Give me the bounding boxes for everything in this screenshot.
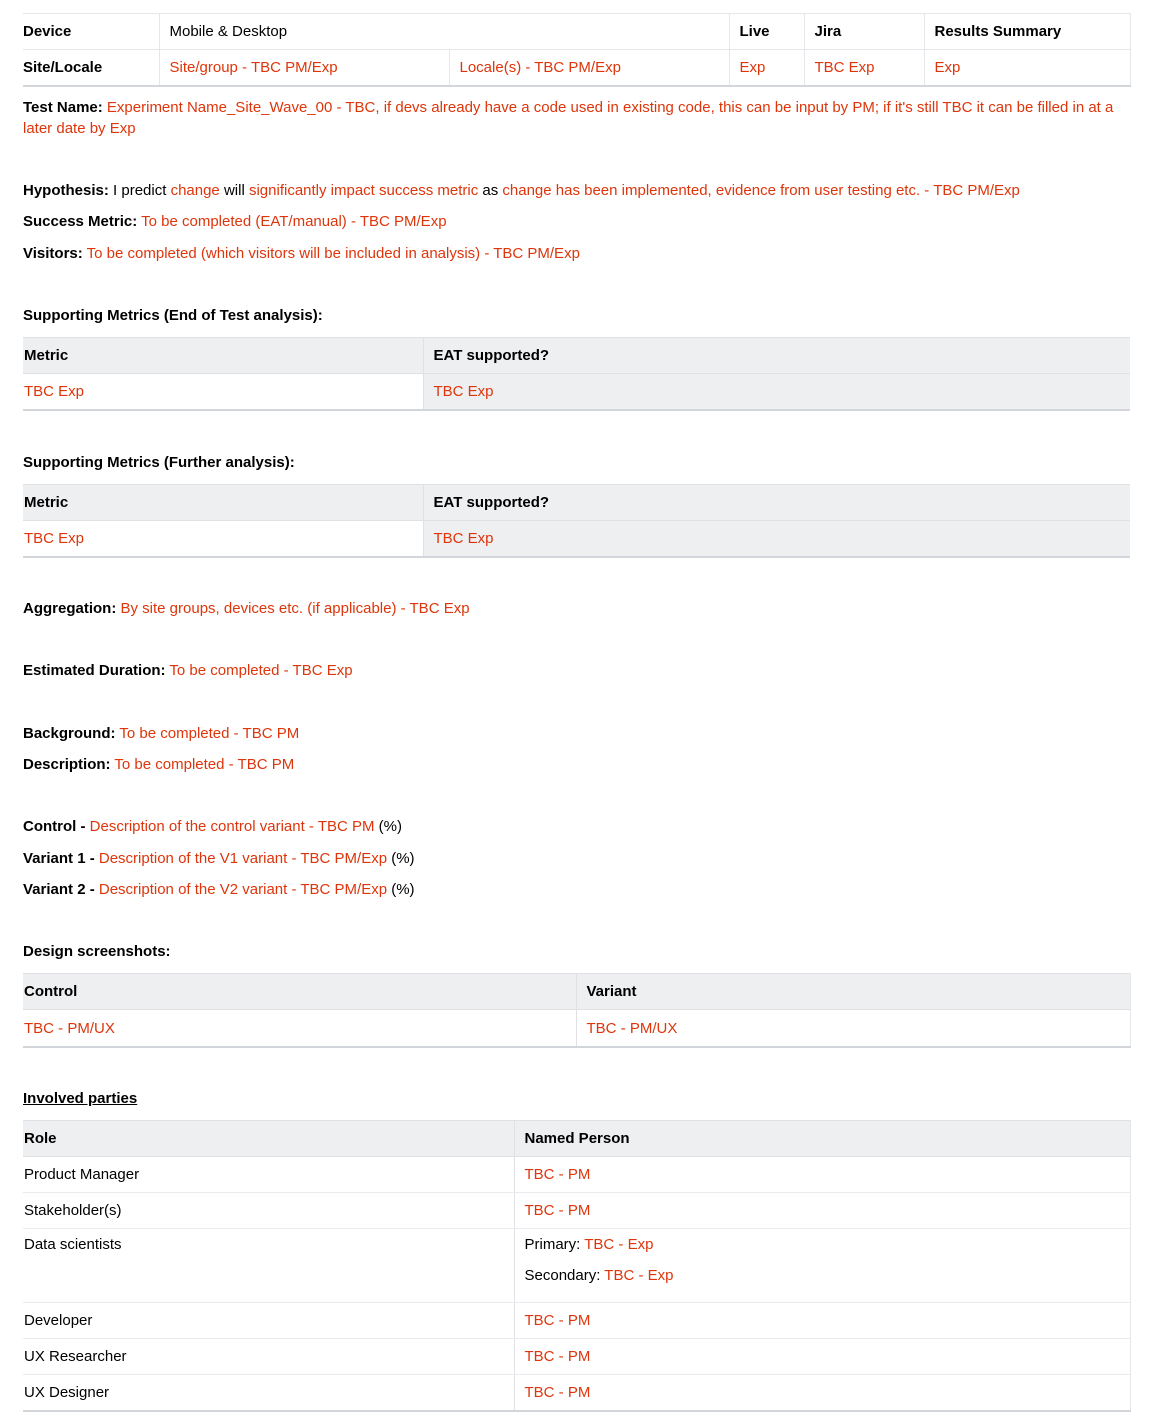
header-table <box>23 13 1131 87</box>
site-locale-label: Site/Locale <box>23 50 159 87</box>
success-metric: Success Metric: To be completed (EAT/manual) - TBC PM/Exp <box>23 213 447 230</box>
eat-supported-header: EAT supported? <box>423 485 1130 521</box>
variant-control: Control - Description of the control variant - TBC PM (%) <box>23 818 402 835</box>
table-row: TBC Exp TBC Exp <box>23 521 1130 558</box>
variant-2: Variant 2 - Description of the V2 variant - TBC PM/Exp (%) <box>23 881 415 898</box>
aggregation: Aggregation: By site groups, devices etc. (if applicable) - TBC Exp <box>23 600 470 617</box>
table-row: Product Manager TBC - PM <box>23 1157 1130 1193</box>
live-label: Live <box>729 14 804 50</box>
table-row: Stakeholder(s) TBC - PM <box>23 1193 1130 1229</box>
background: Background: To be completed - TBC PM <box>23 725 300 742</box>
test-name: Test Name: Experiment Name_Site_Wave_00 - TBC, if devs already have a code used in existing code, this can be input by PM; if it's still TBC it can be filled in at a later date by Exp <box>23 99 1114 137</box>
role-header: Role <box>23 1121 514 1157</box>
table-row: UX Designer TBC - PM <box>23 1375 1130 1412</box>
metric-header: Metric <box>23 485 423 521</box>
estimated-duration: Estimated Duration: To be completed - TBC Exp <box>23 662 353 679</box>
table-row: TBC - PM/UX TBC - PM/UX <box>23 1010 1130 1048</box>
test-name-value: Experiment Name_Site_Wave_00 - TBC, if devs already have a code used in existing code, this can be input by PM; if it's still TBC it can be filled in at a later date by Exp <box>23 99 1114 137</box>
locales-value: Locale(s) - TBC PM/Exp <box>449 50 729 87</box>
involved-parties-heading: Involved parties <box>23 1090 138 1107</box>
supporting-further-heading: Supporting Metrics (Further analysis): <box>23 454 295 471</box>
metric-header: Metric <box>23 338 423 374</box>
hypothesis: Hypothesis: I predict change will significantly impact success metric as change has been implemented, evidence from user testing etc. - TBC PM/Exp <box>23 182 1020 199</box>
involved-parties-table <box>23 1120 1131 1412</box>
site-group-value: Site/group - TBC PM/Exp <box>159 50 449 87</box>
table-row: UX Researcher TBC - PM <box>23 1339 1130 1375</box>
live-value: Exp <box>729 50 804 87</box>
device-label: Device <box>23 14 159 50</box>
description: Description: To be completed - TBC PM <box>23 756 295 773</box>
table-row: Data scientists Primary: TBC - Exp Secondary: TBC - Exp <box>23 1229 1130 1303</box>
device-value: Mobile & Desktop <box>159 14 729 50</box>
results-value: Exp <box>924 50 1130 87</box>
results-summary-label: Results Summary <box>924 14 1130 50</box>
visitors: Visitors: To be completed (which visitors will be included in analysis) - TBC PM/Exp <box>23 245 580 262</box>
jira-label: Jira <box>804 14 924 50</box>
table-row: Developer TBC - PM <box>23 1303 1130 1339</box>
control-header: Control <box>23 974 576 1010</box>
supporting-eot-table <box>23 337 1130 411</box>
design-screenshots-table <box>23 973 1131 1048</box>
supporting-eot-heading: Supporting Metrics (End of Test analysis): <box>23 307 323 324</box>
variant-header: Variant <box>576 974 1130 1010</box>
design-screenshots-heading: Design screenshots: <box>23 943 171 960</box>
eat-supported-header: EAT supported? <box>423 338 1130 374</box>
jira-value: TBC Exp <box>804 50 924 87</box>
table-row: TBC Exp TBC Exp <box>23 374 1130 411</box>
variant-1: Variant 1 - Description of the V1 variant - TBC PM/Exp (%) <box>23 850 415 867</box>
named-person-header: Named Person <box>514 1121 1130 1157</box>
supporting-further-table <box>23 484 1130 558</box>
